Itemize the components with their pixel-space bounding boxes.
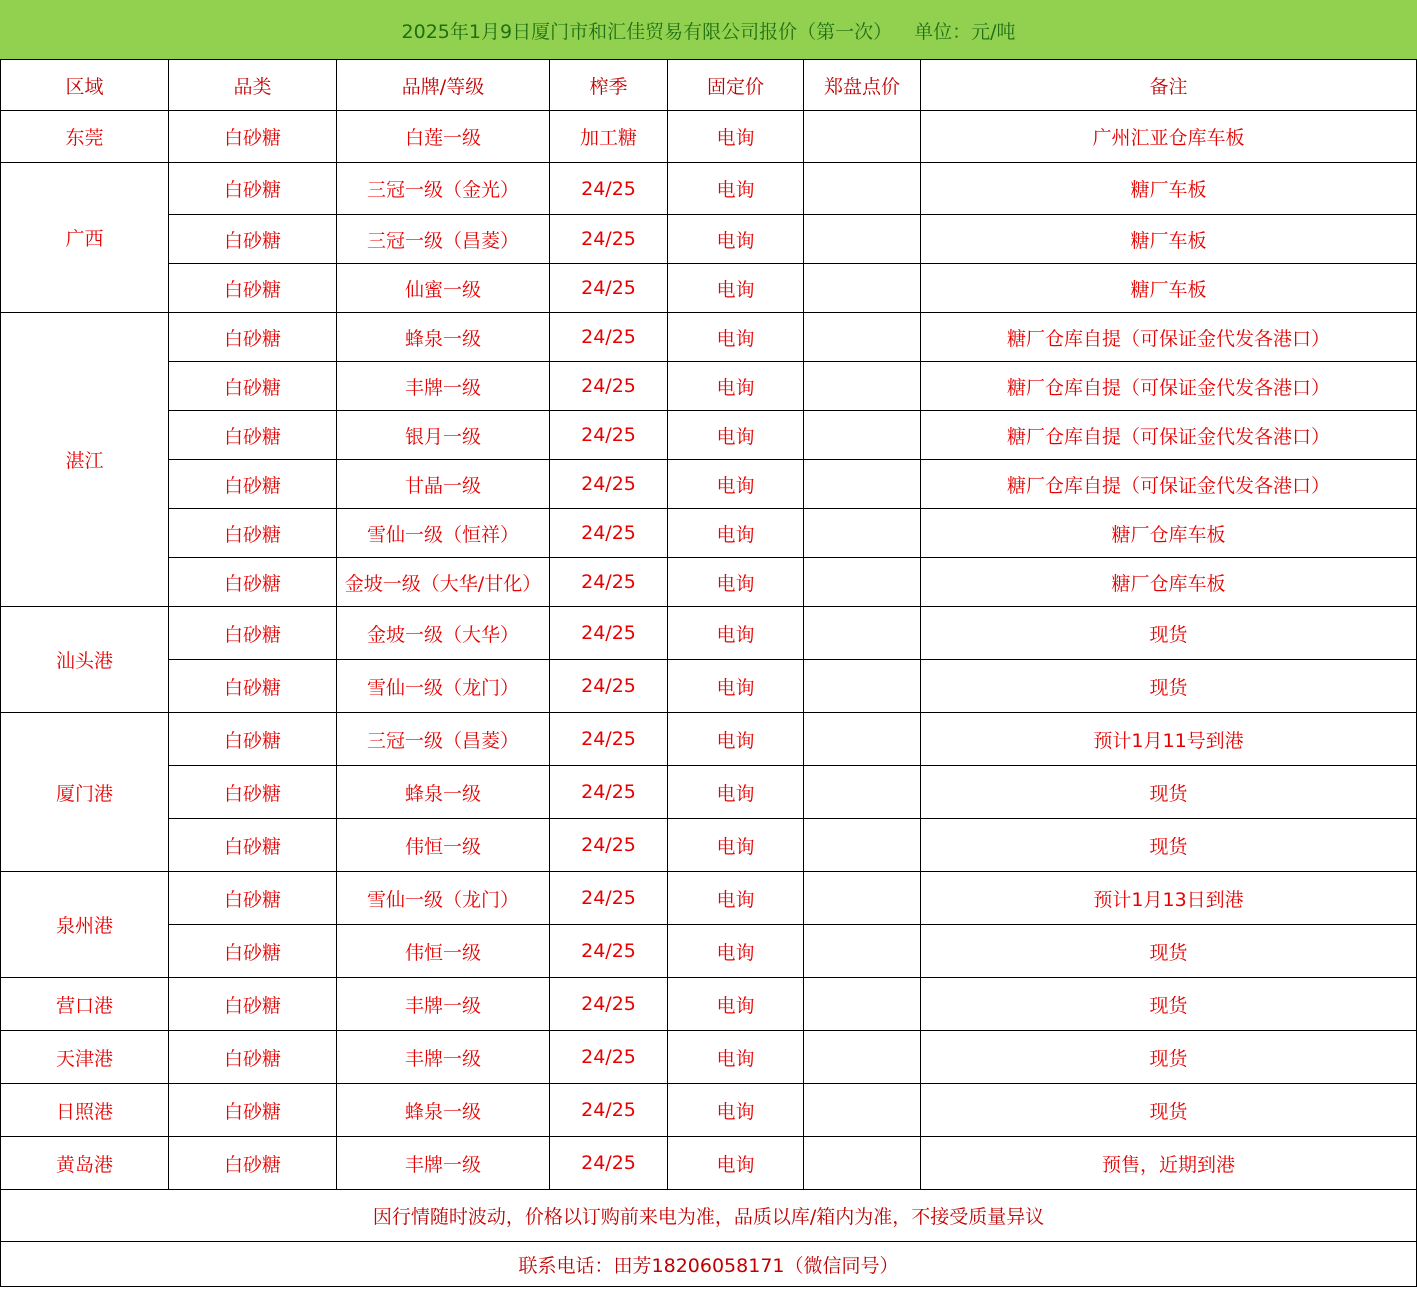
season-cell: 加工糖 [550, 111, 668, 163]
fixed-price-cell: 电询 [668, 411, 804, 460]
table-row [1, 1084, 1417, 1137]
title-row [1, 1, 1417, 60]
remarks-cell: 现货 [921, 766, 1417, 819]
zce-basis-price-cell [804, 660, 921, 713]
fixed-price-cell: 电询 [668, 607, 804, 660]
remarks-cell: 糖厂仓库自提（可保证金代发各港口） [921, 411, 1417, 460]
zce-basis-price-cell [804, 713, 921, 766]
sheet-title: 2025年1月9日厦门市和汇佳贸易有限公司报价（第一次） [401, 20, 893, 43]
region-cell: 广西 [1, 163, 169, 313]
remarks-cell: 现货 [921, 607, 1417, 660]
brand-grade-cell: 丰牌一级 [337, 1031, 550, 1084]
table-row [1, 264, 1417, 313]
category-cell: 白砂糖 [169, 509, 337, 558]
season-cell: 24/25 [550, 313, 668, 362]
zce-basis-price-cell [804, 766, 921, 819]
season-cell: 24/25 [550, 1031, 668, 1084]
brand-grade-cell: 白莲一级 [337, 111, 550, 163]
zce-basis-price-cell [804, 607, 921, 660]
brand-grade-cell: 丰牌一级 [337, 362, 550, 411]
remarks-cell: 现货 [921, 925, 1417, 978]
title-cell [1, 1, 1417, 60]
brand-grade-cell: 丰牌一级 [337, 1137, 550, 1190]
category-cell: 白砂糖 [169, 925, 337, 978]
fixed-price-cell: 电询 [668, 264, 804, 313]
fixed-price-cell: 电询 [668, 766, 804, 819]
season-cell: 24/25 [550, 163, 668, 215]
zce-basis-price-cell [804, 509, 921, 558]
category-cell: 白砂糖 [169, 713, 337, 766]
remarks-cell: 预计1月11号到港 [921, 713, 1417, 766]
season-cell: 24/25 [550, 509, 668, 558]
remarks-cell: 预售，近期到港 [921, 1137, 1417, 1190]
zce-basis-price-cell [804, 558, 921, 607]
brand-grade-cell: 三冠一级（昌菱） [337, 215, 550, 264]
disclaimer-row [1, 1190, 1417, 1242]
zce-basis-price-cell [804, 313, 921, 362]
remarks-cell: 广州汇亚仓库车板 [921, 111, 1417, 163]
brand-grade-cell: 仙蜜一级 [337, 264, 550, 313]
zce-basis-price-cell [804, 1137, 921, 1190]
table-row [1, 766, 1417, 819]
region-cell: 营口港 [1, 978, 169, 1031]
season-cell: 24/25 [550, 766, 668, 819]
category-cell: 白砂糖 [169, 766, 337, 819]
remarks-cell: 现货 [921, 978, 1417, 1031]
region-cell: 东莞 [1, 111, 169, 163]
fixed-price-cell: 电询 [668, 460, 804, 509]
category-cell: 白砂糖 [169, 1084, 337, 1137]
season-cell: 24/25 [550, 978, 668, 1031]
brand-grade-cell: 丰牌一级 [337, 978, 550, 1031]
header-remarks: 备注 [921, 60, 1417, 111]
brand-grade-cell: 金坡一级（大华/甘化） [337, 558, 550, 607]
season-cell: 24/25 [550, 411, 668, 460]
brand-grade-cell: 甘晶一级 [337, 460, 550, 509]
header-brand-grade: 品牌/等级 [337, 60, 550, 111]
remarks-cell: 现货 [921, 819, 1417, 872]
fixed-price-cell: 电询 [668, 215, 804, 264]
table-row [1, 713, 1417, 766]
category-cell: 白砂糖 [169, 660, 337, 713]
fixed-price-cell: 电询 [668, 509, 804, 558]
region-cell: 泉州港 [1, 872, 169, 978]
contact-text: 联系电话：田芳18206058171（微信同号） [1, 1242, 1417, 1287]
region-cell: 黄岛港 [1, 1137, 169, 1190]
header-region: 区域 [1, 60, 169, 111]
fixed-price-cell: 电询 [668, 872, 804, 925]
remarks-cell: 现货 [921, 1031, 1417, 1084]
region-cell: 汕头港 [1, 607, 169, 713]
fixed-price-cell: 电询 [668, 163, 804, 215]
season-cell: 24/25 [550, 660, 668, 713]
table-row [1, 925, 1417, 978]
zce-basis-price-cell [804, 819, 921, 872]
category-cell: 白砂糖 [169, 1031, 337, 1084]
season-cell: 24/25 [550, 215, 668, 264]
category-cell: 白砂糖 [169, 163, 337, 215]
remarks-cell: 糖厂仓库车板 [921, 558, 1417, 607]
fixed-price-cell: 电询 [668, 111, 804, 163]
brand-grade-cell: 三冠一级（金光） [337, 163, 550, 215]
remarks-cell: 糖厂仓库自提（可保证金代发各港口） [921, 362, 1417, 411]
remarks-cell: 糖厂车板 [921, 264, 1417, 313]
table-row [1, 1137, 1417, 1190]
remarks-cell: 预计1月13日到港 [921, 872, 1417, 925]
region-cell: 日照港 [1, 1084, 169, 1137]
brand-grade-cell: 蜂泉一级 [337, 766, 550, 819]
category-cell: 白砂糖 [169, 313, 337, 362]
region-cell: 湛江 [1, 313, 169, 607]
table-row [1, 313, 1417, 362]
category-cell: 白砂糖 [169, 215, 337, 264]
table-row [1, 362, 1417, 411]
season-cell: 24/25 [550, 460, 668, 509]
season-cell: 24/25 [550, 264, 668, 313]
fixed-price-cell: 电询 [668, 713, 804, 766]
header-season: 榨季 [550, 60, 668, 111]
zce-basis-price-cell [804, 163, 921, 215]
brand-grade-cell: 雪仙一级（龙门） [337, 660, 550, 713]
zce-basis-price-cell [804, 978, 921, 1031]
zce-basis-price-cell [804, 362, 921, 411]
category-cell: 白砂糖 [169, 264, 337, 313]
table-row [1, 558, 1417, 607]
fixed-price-cell: 电询 [668, 558, 804, 607]
fixed-price-cell: 电询 [668, 925, 804, 978]
remarks-cell: 现货 [921, 660, 1417, 713]
remarks-cell: 糖厂车板 [921, 163, 1417, 215]
zce-basis-price-cell [804, 460, 921, 509]
brand-grade-cell: 伟恒一级 [337, 925, 550, 978]
brand-grade-cell: 蜂泉一级 [337, 1084, 550, 1137]
fixed-price-cell: 电询 [668, 313, 804, 362]
table-row [1, 872, 1417, 925]
table-row [1, 111, 1417, 163]
table-row [1, 215, 1417, 264]
season-cell: 24/25 [550, 713, 668, 766]
brand-grade-cell: 三冠一级（昌菱） [337, 713, 550, 766]
remarks-cell: 糖厂仓库自提（可保证金代发各港口） [921, 460, 1417, 509]
fixed-price-cell: 电询 [668, 1137, 804, 1190]
fixed-price-cell: 电询 [668, 819, 804, 872]
season-cell: 24/25 [550, 607, 668, 660]
header-zce-basis-price: 郑盘点价 [804, 60, 921, 111]
table-row [1, 978, 1417, 1031]
disclaimer-text: 因行情随时波动，价格以订购前来电为准，品质以库/箱内为准，不接受质量异议 [1, 1190, 1417, 1242]
brand-grade-cell: 伟恒一级 [337, 819, 550, 872]
remarks-cell: 糖厂车板 [921, 215, 1417, 264]
season-cell: 24/25 [550, 819, 668, 872]
fixed-price-cell: 电询 [668, 362, 804, 411]
zce-basis-price-cell [804, 872, 921, 925]
zce-basis-price-cell [804, 215, 921, 264]
region-cell: 天津港 [1, 1031, 169, 1084]
table-row [1, 607, 1417, 660]
fixed-price-cell: 电询 [668, 978, 804, 1031]
season-cell: 24/25 [550, 872, 668, 925]
zce-basis-price-cell [804, 1031, 921, 1084]
remarks-cell: 现货 [921, 1084, 1417, 1137]
zce-basis-price-cell [804, 264, 921, 313]
region-cell: 厦门港 [1, 713, 169, 872]
zce-basis-price-cell [804, 111, 921, 163]
table-row [1, 163, 1417, 215]
table-row [1, 509, 1417, 558]
table-row [1, 460, 1417, 509]
header-row [1, 60, 1417, 111]
table-row [1, 411, 1417, 460]
fixed-price-cell: 电询 [668, 1031, 804, 1084]
remarks-cell: 糖厂仓库车板 [921, 509, 1417, 558]
season-cell: 24/25 [550, 1084, 668, 1137]
season-cell: 24/25 [550, 925, 668, 978]
unit-label: 单位：元/吨 [914, 20, 1016, 43]
category-cell: 白砂糖 [169, 607, 337, 660]
season-cell: 24/25 [550, 1137, 668, 1190]
category-cell: 白砂糖 [169, 362, 337, 411]
season-cell: 24/25 [550, 362, 668, 411]
brand-grade-cell: 金坡一级（大华） [337, 607, 550, 660]
category-cell: 白砂糖 [169, 460, 337, 509]
brand-grade-cell: 银月一级 [337, 411, 550, 460]
header-fixed-price: 固定价 [668, 60, 804, 111]
category-cell: 白砂糖 [169, 558, 337, 607]
category-cell: 白砂糖 [169, 872, 337, 925]
season-cell: 24/25 [550, 558, 668, 607]
brand-grade-cell: 雪仙一级（龙门） [337, 872, 550, 925]
fixed-price-cell: 电询 [668, 660, 804, 713]
zce-basis-price-cell [804, 1084, 921, 1137]
category-cell: 白砂糖 [169, 978, 337, 1031]
category-cell: 白砂糖 [169, 111, 337, 163]
header-category: 品类 [169, 60, 337, 111]
table-row [1, 660, 1417, 713]
zce-basis-price-cell [804, 925, 921, 978]
table-row [1, 819, 1417, 872]
category-cell: 白砂糖 [169, 819, 337, 872]
table-row [1, 1031, 1417, 1084]
category-cell: 白砂糖 [169, 411, 337, 460]
category-cell: 白砂糖 [169, 1137, 337, 1190]
fixed-price-cell: 电询 [668, 1084, 804, 1137]
remarks-cell: 糖厂仓库自提（可保证金代发各港口） [921, 313, 1417, 362]
brand-grade-cell: 蜂泉一级 [337, 313, 550, 362]
contact-row [1, 1242, 1417, 1287]
zce-basis-price-cell [804, 411, 921, 460]
brand-grade-cell: 雪仙一级（恒祥） [337, 509, 550, 558]
